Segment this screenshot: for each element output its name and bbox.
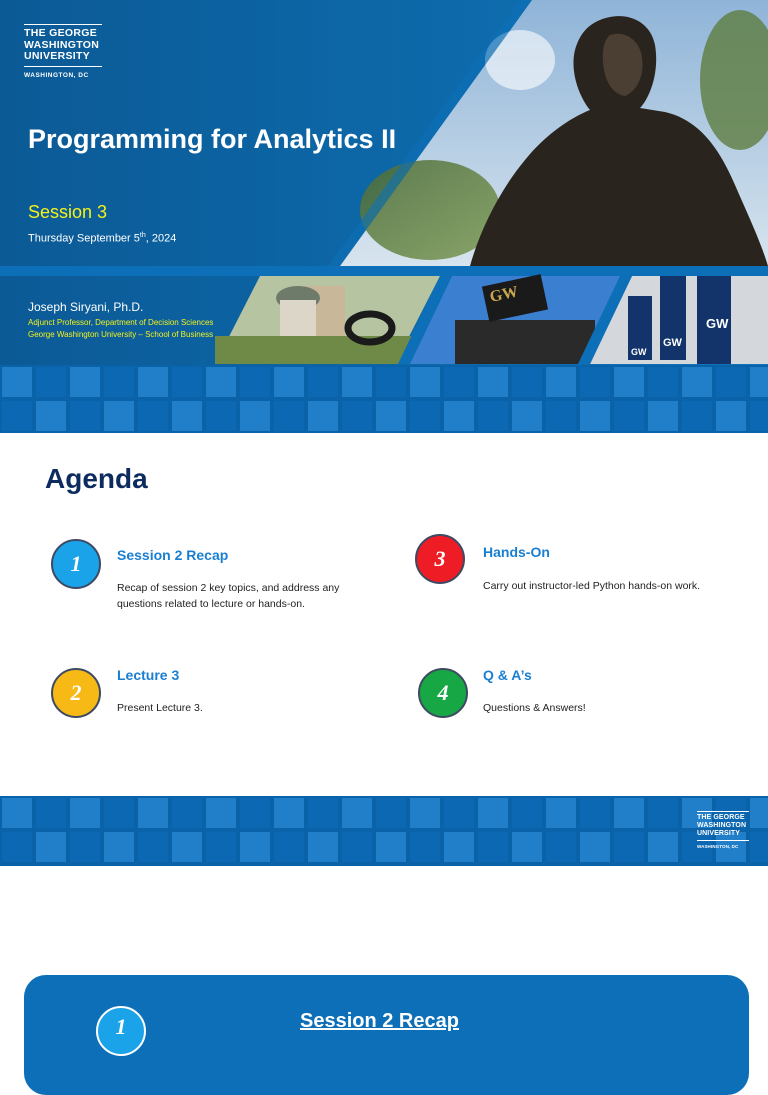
- logo-subtitle: WASHINGTON, DC: [24, 71, 89, 79]
- presenter-school: George Washington University – School of Business: [28, 330, 214, 339]
- gwu-logo: [24, 24, 104, 84]
- title-slide-footer-band: [0, 365, 768, 433]
- agenda-number-2: 2: [51, 668, 101, 718]
- logo-line-3: UNIVERSITY: [24, 50, 91, 62]
- title-slide: [0, 0, 768, 433]
- agenda-heading-3: Hands-On: [483, 544, 550, 560]
- presenter-affiliation: [28, 317, 213, 341]
- agenda-title: Agenda: [45, 463, 148, 494]
- agenda-footer-band: [0, 796, 768, 866]
- gw-sign-3: GW: [631, 347, 647, 357]
- agenda-desc-3: Carry out instructor-led Python hands-on work.: [483, 580, 701, 592]
- agenda-number-3: 3: [415, 534, 465, 584]
- agenda-number-1: 1: [51, 539, 101, 589]
- agenda-number-4: 4: [418, 668, 468, 718]
- session-label: Session 3: [28, 202, 108, 222]
- recap-slide: [0, 866, 768, 1039]
- course-title: Programming for Analytics II: [28, 124, 397, 154]
- agenda-desc-1: Recap of session 2 key topics, and address any questions related to lecture or hands-on.: [117, 582, 340, 610]
- logo-line-1: THE GEORGE: [24, 27, 98, 39]
- agenda-heading-4: Q & A’s: [483, 667, 532, 683]
- gwu-footer-logo: THE GEORGE WASHINGTON UNIVERSITY WASHINGTON, DC: [697, 811, 749, 853]
- gw-statue-sign: GW: [488, 283, 520, 306]
- agenda-heading-1: Session 2 Recap: [117, 547, 229, 563]
- gw-sign-1: GW: [706, 316, 729, 331]
- agenda-desc-2: Present Lecture 3.: [117, 702, 203, 714]
- logo-line-2: WASHINGTON: [24, 38, 100, 51]
- session-date: Thursday September 5th, 2024: [28, 232, 177, 245]
- presenter-name: Joseph Siryani, Ph.D.: [28, 300, 144, 314]
- presenter-role: Adjunct Professor, Department of Decision Sciences: [28, 318, 214, 327]
- agenda-heading-2: Lecture 3: [117, 667, 180, 683]
- recap-title: Session 2 Recap: [300, 1010, 459, 1032]
- agenda-desc-4: Questions & Answers!: [483, 702, 586, 714]
- agenda-slide: [0, 433, 768, 866]
- gw-sign-2: GW: [663, 337, 682, 349]
- recap-number: 1: [96, 1006, 146, 1056]
